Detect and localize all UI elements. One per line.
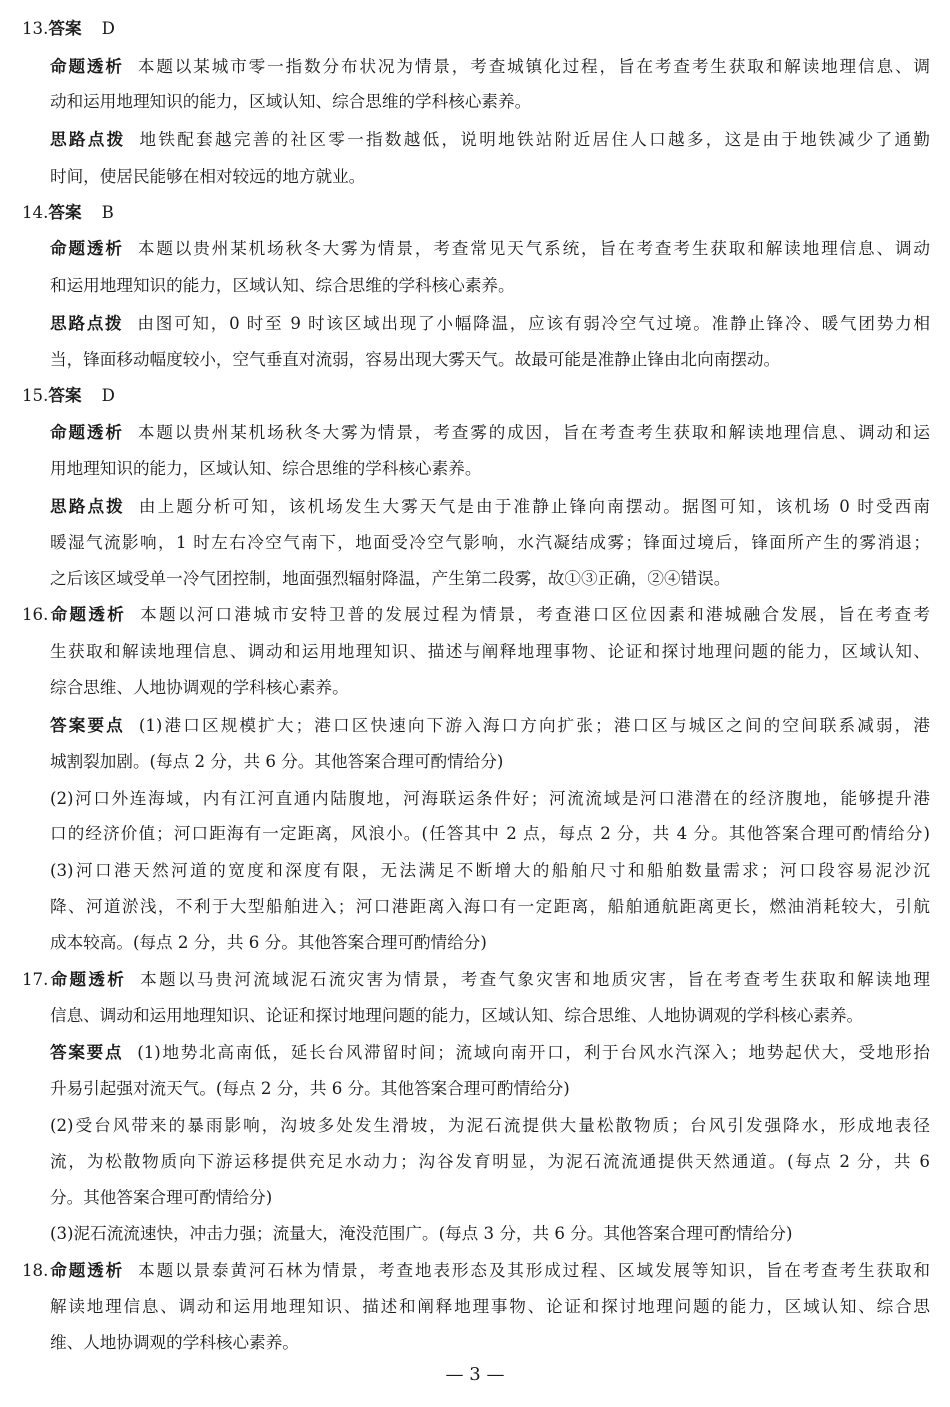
q15-hint-text-3: 之后该区域受单一冷气团控制，地面强烈辐射降温，产生第二段雾，故①③正确，②④错误。 — [50, 569, 731, 588]
q17-p2-text-1: (2)受台风带来的暴雨影响，沟坡多处发生滑坡，为泥石流提供大量松散物质；台风引发强降水，形成地表径 — [50, 1116, 930, 1135]
q14-hint-line-2 — [50, 348, 780, 372]
q14-intro-line-1 — [50, 237, 930, 261]
q16-p3-line-2 — [50, 895, 930, 919]
q14-intro-label: 命题透析 — [50, 239, 124, 258]
q18-intro-text-1: 本题以景泰黄河石林为情景，考查地表形态及其形成过程、区域发展等知识，旨在考查考生获取和 — [138, 1261, 931, 1280]
q15-hint-line-3 — [50, 567, 730, 591]
q13-intro-text-2: 动和运用地理知识的能力，区域认知、综合思维的学科核心素养。 — [50, 92, 532, 111]
q15-intro-text-2: 用地理知识的能力，区域认知、综合思维的学科核心素养。 — [50, 459, 482, 478]
q15-hint-line-2 — [50, 531, 930, 555]
q16-number: 16. — [22, 605, 49, 624]
q17-key-line-2 — [50, 1077, 570, 1101]
q18-intro-line-1 — [22, 1259, 930, 1283]
q15-answer-line — [22, 384, 115, 408]
q14-hint-label: 思路点拨 — [50, 314, 124, 333]
q15-intro-line-1 — [50, 421, 930, 445]
q14-answer-line — [22, 201, 114, 225]
q18-intro-line-3 — [50, 1331, 299, 1355]
q13-number: 13. — [22, 19, 49, 38]
q15-intro-text-1: 本题以贵州某机场秋冬大雾为情景，考查雾的成因，旨在考查考生获取和解读地理信息、调动和运 — [137, 423, 931, 442]
q16-intro-line-3 — [50, 676, 349, 700]
q18-number: 18. — [22, 1261, 49, 1280]
q16-intro-text-3: 综合思维、人地协调观的学科核心素养。 — [50, 678, 349, 697]
q14-answer-label: 答案 — [48, 203, 82, 222]
q16-p2-text-1: (2)河口外连海域，内有江河直通内陆腹地，河海联运条件好；河流流域是河口港潜在的经济腹地，能够提升港 — [50, 789, 930, 808]
q16-key-line-2 — [50, 750, 503, 774]
q17-p1-text-1: (1)地势北高南低，延长台风滞留时间；流域向南开口，利于台风水汽深入；地势起伏大，受地形抬 — [137, 1043, 930, 1062]
q17-p3-text-1: (3)泥石流流速快，冲击力强；流量大，淹没范围广。(每点 3 分，共 6 分。其他答案合理可酌情给分) — [50, 1224, 793, 1243]
q16-p3-text-3: 成本较高。(每点 2 分，共 6 分。其他答案合理可酌情给分) — [50, 933, 487, 952]
q18-intro-line-2 — [50, 1295, 930, 1319]
q13-hint-line-2 — [50, 165, 365, 189]
q16-key-label: 答案要点 — [50, 716, 125, 735]
q17-p3-line-1 — [50, 1222, 792, 1246]
page-number: — 3 — — [445, 1364, 505, 1385]
q17-key-line-1 — [50, 1041, 930, 1065]
q17-intro-text-1: 本题以马贵河流域泥石流灾害为情景，考查气象灾害和地质灾害，旨在考查考生获取和解读地理 — [140, 970, 931, 989]
q17-intro-label: 命题透析 — [48, 970, 127, 989]
q16-p3-text-1: (3)河口港天然河道的宽度和深度有限，无法满足不断增大的船舶尺寸和船舶数量需求；河口段容易泥沙沉 — [50, 861, 930, 880]
q13-hint-text-1: 地铁配套越完善的社区零一指数越低，说明地铁站附近居住人口越多，这是由于地铁减少了通勤 — [139, 130, 931, 149]
q13-answer-value: D — [101, 19, 115, 38]
q16-p3-line-3 — [50, 931, 487, 955]
q16-p2-line-2 — [50, 822, 930, 846]
q16-intro-text-2: 生获取和解读地理信息、调动和运用地理知识、描述与阐释地理事物、论证和探讨地理问题的能力，区域认知、 — [50, 642, 930, 661]
q14-answer-value: B — [101, 203, 114, 222]
q16-intro-line-1 — [22, 603, 930, 627]
q13-hint-text-2: 时间，使居民能够在相对较远的地方就业。 — [50, 167, 366, 186]
q17-intro-line-1 — [22, 968, 930, 992]
q15-hint-text-1: 由上题分析可知，该机场发生大雾天气是由于准静止锋向南摆动。据图可知，该机场 0 时受西南 — [138, 497, 931, 516]
q14-hint-text-2: 当，锋面移动幅度较小，空气垂直对流弱，容易出现大雾天气。故最可能是准静止锋由北向南摆动。 — [50, 350, 781, 369]
q16-intro-text-1: 本题以河口港城市安特卫普的发展过程为情景，考查港口区位因素和港城融合发展，旨在考查考 — [140, 605, 931, 624]
q17-intro-line-2 — [50, 1004, 863, 1028]
q15-number: 15. — [22, 386, 49, 405]
q13-answer-line — [22, 17, 115, 41]
q15-hint-line-1 — [50, 495, 930, 519]
q16-intro-line-2 — [50, 640, 930, 664]
q17-p1-text-2: 升易引起强对流天气。(每点 2 分，共 6 分。其他答案合理可酌情给分) — [50, 1079, 570, 1098]
q16-intro-label: 命题透析 — [48, 605, 127, 624]
q15-intro-line-2 — [50, 457, 481, 481]
q13-intro-text-1: 本题以某城市零一指数分布状况为情景，考查城镇化过程，旨在考查考生获取和解读地理信息、调 — [137, 57, 931, 76]
q16-p3-line-1 — [50, 859, 930, 883]
q13-answer-label: 答案 — [48, 19, 82, 38]
q18-intro-label: 命题透析 — [48, 1261, 125, 1280]
q13-hint-label: 思路点拨 — [50, 130, 126, 149]
q16-p3-text-2: 降、河道淤浅，不利于大型船舶进入；河口港距离入海口有一定距离，船舶通航距离更长，燃油消耗较大，引航 — [50, 897, 930, 916]
q16-p1-text-2: 城割裂加剧。(每点 2 分，共 6 分。其他答案合理可酌情给分) — [50, 752, 504, 771]
q14-number: 14. — [22, 203, 49, 222]
q16-p2-text-2: 口的经济价值；河口距海有一定距离，风浪小。(任答其中 2 点，每点 2 分，共 4 分。其他答案合理可酌情给分) — [50, 824, 930, 843]
q13-intro-line-1 — [50, 55, 930, 79]
q17-p2-line-2 — [50, 1150, 930, 1174]
q17-number: 17. — [22, 970, 49, 989]
q13-intro-label: 命题透析 — [50, 57, 124, 76]
q15-hint-text-2: 暖湿气流影响，1 时左右冷空气南下，地面受冷空气影响，水汽凝结成雾；锋面过境后，锋面所产生的雾消退； — [50, 533, 930, 552]
q14-hint-text-1: 由图可知，0 时至 9 时该区域出现了小幅降温，应该有弱冷空气过境。准静止锋冷、暖气团势力相 — [137, 314, 931, 333]
q16-key-line-1 — [50, 714, 930, 738]
q17-p2-line-3 — [50, 1186, 272, 1210]
q14-hint-line-1 — [50, 312, 930, 336]
q17-intro-text-2: 信息、调动和运用地理知识、论证和探讨地理问题的能力，区域认知、综合思维、人地协调观的学科核心素养。 — [50, 1006, 864, 1025]
q13-intro-line-2 — [50, 90, 531, 114]
q17-p2-text-3: 分。其他答案合理可酌情给分) — [50, 1188, 273, 1207]
q18-intro-text-2: 解读地理信息、调动和运用地理知识、描述和阐释地理事物、论证和探讨地理问题的能力，区域认知、综合思 — [50, 1297, 930, 1316]
q17-key-label: 答案要点 — [50, 1043, 124, 1062]
q15-answer-label: 答案 — [48, 386, 82, 405]
q15-hint-label: 思路点拨 — [50, 497, 125, 516]
q17-p2-text-2: 流，为松散物质向下游运移提供充足水动力；沟谷发育明显，为泥石流流通提供天然通道。(每点 2 分，共 6 — [50, 1152, 930, 1171]
q14-intro-line-2 — [50, 274, 515, 298]
q15-answer-value: D — [101, 386, 115, 405]
q17-p2-line-1 — [50, 1114, 930, 1138]
q13-hint-line-1 — [50, 128, 930, 152]
q14-intro-text-2: 和运用地理知识的能力，区域认知、综合思维的学科核心素养。 — [50, 276, 515, 295]
q16-p1-text-1: (1)港口区规模扩大；港口区快速向下游入海口方向扩张；港口区与城区之间的空间联系减弱，港 — [138, 716, 930, 735]
q15-intro-label: 命题透析 — [50, 423, 124, 442]
q16-p2-line-1 — [50, 787, 930, 811]
q14-intro-text-1: 本题以贵州某机场秋冬大雾为情景，考查常见天气系统，旨在考查考生获取和解读地理信息、调动 — [137, 239, 931, 258]
q18-intro-text-3: 维、人地协调观的学科核心素养。 — [50, 1333, 299, 1352]
